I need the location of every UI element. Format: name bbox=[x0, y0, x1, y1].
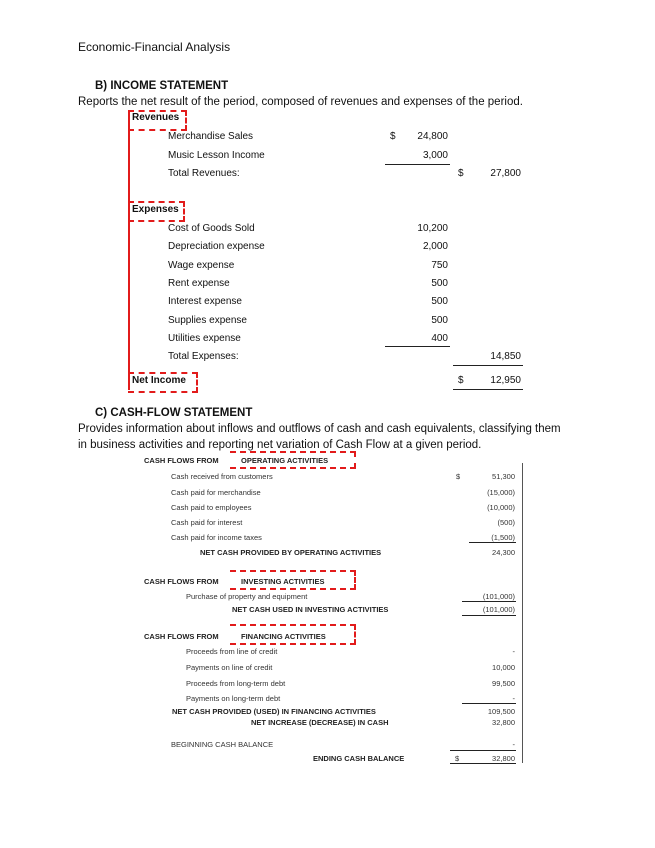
expenses-subtotal-line bbox=[385, 346, 450, 347]
cash-flow-description-1: Provides information about inflows and outflows of cash and cash equivalents, classifying them bbox=[78, 423, 561, 435]
beginning-balance-line bbox=[450, 750, 516, 751]
financing-heading-prefix: CASH FLOWS FROM bbox=[144, 632, 219, 641]
expense-amount: 750 bbox=[431, 260, 448, 271]
revenue-amount: 24,800 bbox=[417, 131, 448, 142]
beginning-balance-label: BEGINNING CASH BALANCE bbox=[171, 740, 274, 749]
operating-net-amount: 24,300 bbox=[492, 548, 515, 557]
financing-item-label: Proceeds from line of credit bbox=[186, 647, 278, 656]
total-expenses-line bbox=[453, 365, 523, 366]
financing-item-amount: 99,500 bbox=[492, 679, 515, 688]
total-revenues-amount: 27,800 bbox=[490, 168, 521, 179]
operating-item-label: Cash paid to employees bbox=[171, 503, 252, 512]
financing-item-label: Proceeds from long-term debt bbox=[186, 679, 286, 688]
operating-item-amount: 51,300 bbox=[492, 472, 515, 481]
revenues-label: Revenues bbox=[132, 112, 180, 123]
expense-label: Supplies expense bbox=[168, 315, 247, 326]
expenses-label: Expenses bbox=[132, 204, 179, 215]
operating-item-amount: (500) bbox=[497, 518, 515, 527]
operating-item-label: Cash paid for interest bbox=[171, 518, 243, 527]
total-expenses-amount: 14,850 bbox=[490, 351, 521, 362]
revenue-amount: 3,000 bbox=[422, 150, 448, 161]
financing-subtotal-line bbox=[462, 703, 516, 704]
operating-subtotal-line bbox=[469, 542, 516, 543]
net-income-amount: 12,950 bbox=[490, 375, 521, 386]
operating-heading-prefix: CASH FLOWS FROM bbox=[144, 456, 219, 465]
cash-flow-description-2: in business activities and reporting net variation of Cash Flow at a given period. bbox=[78, 439, 482, 451]
total-expenses-label: Total Expenses: bbox=[168, 351, 239, 362]
net-income-currency: $ bbox=[458, 375, 464, 386]
investing-heading-tag: INVESTING ACTIVITIES bbox=[241, 577, 325, 586]
operating-item-label: Cash paid for merchandise bbox=[171, 488, 261, 497]
financing-item-amount: - bbox=[512, 647, 515, 656]
operating-heading-tag: OPERATING ACTIVITIES bbox=[241, 456, 329, 465]
revenue-label: Merchandise Sales bbox=[168, 131, 254, 142]
income-statement-title: B) INCOME STATEMENT bbox=[95, 80, 229, 92]
investing-subtotal-line bbox=[462, 601, 516, 602]
ending-balance-line bbox=[450, 763, 516, 764]
revenue-currency: $ bbox=[390, 131, 396, 142]
cash-flow-title: C) CASH-FLOW STATEMENT bbox=[95, 407, 253, 419]
expense-label: Depreciation expense bbox=[168, 241, 265, 252]
operating-item-label: Cash received from customers bbox=[171, 472, 273, 481]
investing-item-amount: (101,000) bbox=[482, 592, 515, 601]
ending-balance-label: ENDING CASH BALANCE bbox=[313, 754, 405, 763]
total-revenues-currency: $ bbox=[458, 168, 464, 179]
investing-item-label: Purchase of property and equipment bbox=[186, 592, 308, 601]
investing-net-label: NET CASH USED IN INVESTING ACTIVITIES bbox=[232, 605, 389, 614]
ending-balance-currency: $ bbox=[455, 754, 460, 763]
expense-amount: 500 bbox=[431, 278, 448, 289]
income-red-bar bbox=[128, 112, 130, 390]
net-increase-amount: 32,800 bbox=[492, 718, 515, 727]
expense-amount: 400 bbox=[431, 333, 448, 344]
financing-heading-tag: FINANCING ACTIVITIES bbox=[241, 632, 326, 641]
revenues-subtotal-line bbox=[385, 164, 450, 165]
expense-label: Cost of Goods Sold bbox=[168, 223, 255, 234]
financing-item-label: Payments on line of credit bbox=[186, 663, 273, 672]
total-revenues-label: Total Revenues: bbox=[168, 168, 240, 179]
financing-item-amount: 10,000 bbox=[492, 663, 515, 672]
beginning-balance-amount: - bbox=[512, 740, 515, 749]
financing-net-amount: 109,500 bbox=[487, 707, 515, 716]
expense-amount: 2,000 bbox=[422, 241, 448, 252]
investing-net-amount: (101,000) bbox=[482, 605, 515, 614]
income-statement-description: Reports the net result of the period, composed of revenues and expenses of the period. bbox=[78, 96, 523, 108]
financing-item-amount: - bbox=[512, 694, 515, 703]
operating-item-amount: (1,500) bbox=[491, 533, 515, 542]
net-income-line bbox=[453, 389, 523, 390]
expense-label: Rent expense bbox=[168, 278, 230, 289]
financing-net-label: NET CASH PROVIDED (USED) IN FINANCING ACTIVITIES bbox=[172, 707, 376, 716]
operating-net-label: NET CASH PROVIDED BY OPERATING ACTIVITIES bbox=[200, 548, 382, 557]
net-income-label: Net Income bbox=[132, 375, 186, 386]
ending-balance-amount: 32,800 bbox=[492, 754, 515, 763]
revenue-label: Music Lesson Income bbox=[168, 150, 265, 161]
expense-amount: 500 bbox=[431, 315, 448, 326]
cash-flow-right-rule bbox=[522, 463, 523, 763]
investing-net-line bbox=[462, 615, 516, 616]
operating-item-label: Cash paid for income taxes bbox=[171, 533, 262, 542]
expense-amount: 500 bbox=[431, 296, 448, 307]
expense-label: Wage expense bbox=[168, 260, 235, 271]
operating-item-currency: $ bbox=[456, 472, 461, 481]
expense-amount: 10,200 bbox=[417, 223, 448, 234]
document-header: Economic-Financial Analysis bbox=[78, 40, 231, 54]
expense-label: Interest expense bbox=[168, 296, 242, 307]
net-increase-label: NET INCREASE (DECREASE) IN CASH bbox=[251, 718, 389, 727]
operating-item-amount: (15,000) bbox=[487, 488, 515, 497]
financing-item-label: Payments on long-term debt bbox=[186, 694, 281, 703]
expense-label: Utilities expense bbox=[168, 333, 241, 344]
investing-heading-prefix: CASH FLOWS FROM bbox=[144, 577, 219, 586]
operating-item-amount: (10,000) bbox=[487, 503, 515, 512]
